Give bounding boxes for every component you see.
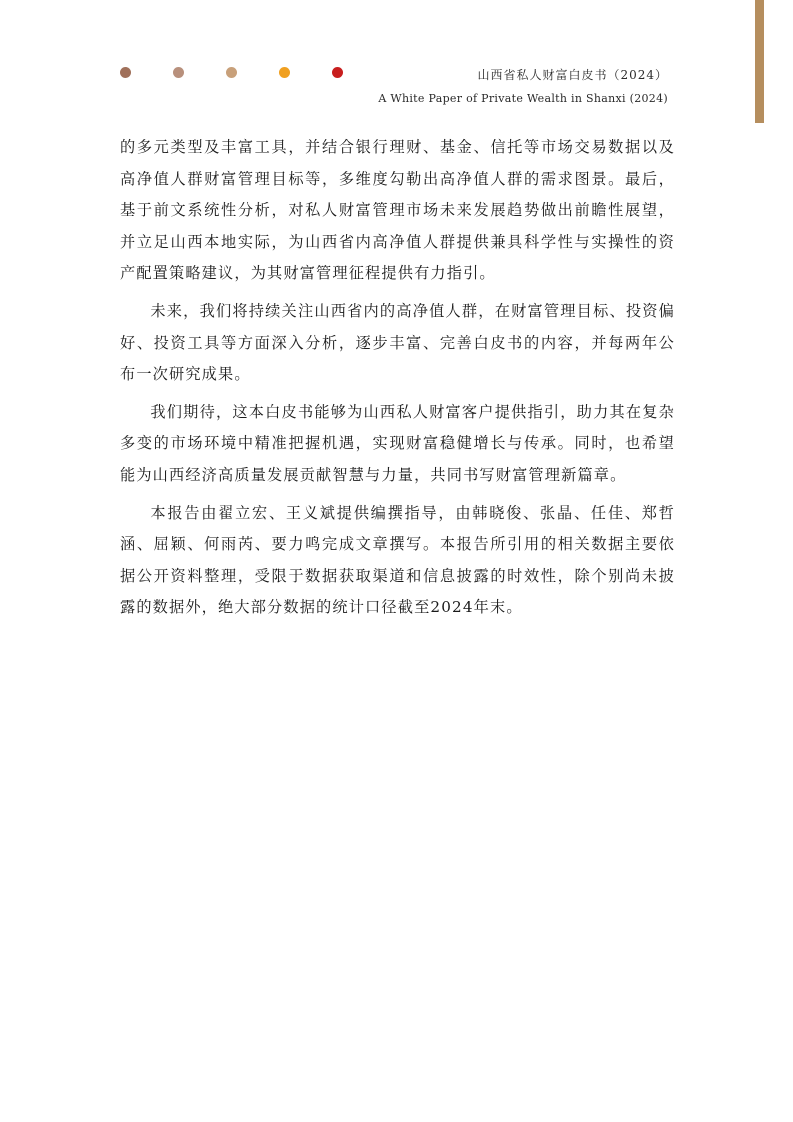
- dot-1: [120, 67, 131, 78]
- paragraph-2: 未来，我们将持续关注山西省内的高净值人群，在财富管理目标、投资偏好、投资工具等方面深入分析，逐步丰富、完善白皮书的内容，并每两年公布一次研究成果。: [120, 301, 675, 384]
- edge-color-tab: [755, 0, 764, 123]
- paragraph-3: 我们期待，这本白皮书能够为山西私人财富客户提供指引，助力其在复杂多变的市场环境中精准把握机遇，实现财富稳健增长与传承。同时，也希望能为山西经济高质量发展贡献智慧与力量，共同书写财富管理新篇章。: [120, 402, 675, 484]
- dot-3: [226, 67, 237, 78]
- paragraph-4: 本报告由翟立宏、王义斌提供编撰指导，由韩晓俊、张晶、任佳、郑哲涵、屈颖、何雨芮、要力鸣完成文章撰写。本报告所引用的相关数据主要依据公开资料整理，受限于数据获取渠道和信息披露的时效性，除个别尚未披露的数据外，绝大部分数据的统计口径截至2024年末。: [120, 503, 675, 617]
- dot-4: [279, 67, 290, 78]
- running-header-chinese: 山西省私人财富白皮书（2024）: [477, 68, 668, 82]
- dot-2: [173, 67, 184, 78]
- dot-5: [332, 67, 343, 78]
- body-text: [120, 132, 675, 630]
- decorative-dots: [120, 67, 360, 79]
- paragraph-1: 的多元类型及丰富工具，并结合银行理财、基金、信托等市场交易数据以及高净值人群财富管理目标等，多维度勾勒出高净值人群的需求图景。最后，基于前文系统性分析，对私人财富管理市场未来发展趋势做出前瞻性展望，并立足山西本地实际，为山西省内高净值人群提供兼具科学性与实操性的资产配置策略建议，为其财富管理征程提供有力指引。: [120, 138, 675, 283]
- running-header-english: A White Paper of Private Wealth in Shanxi (2024): [378, 92, 668, 105]
